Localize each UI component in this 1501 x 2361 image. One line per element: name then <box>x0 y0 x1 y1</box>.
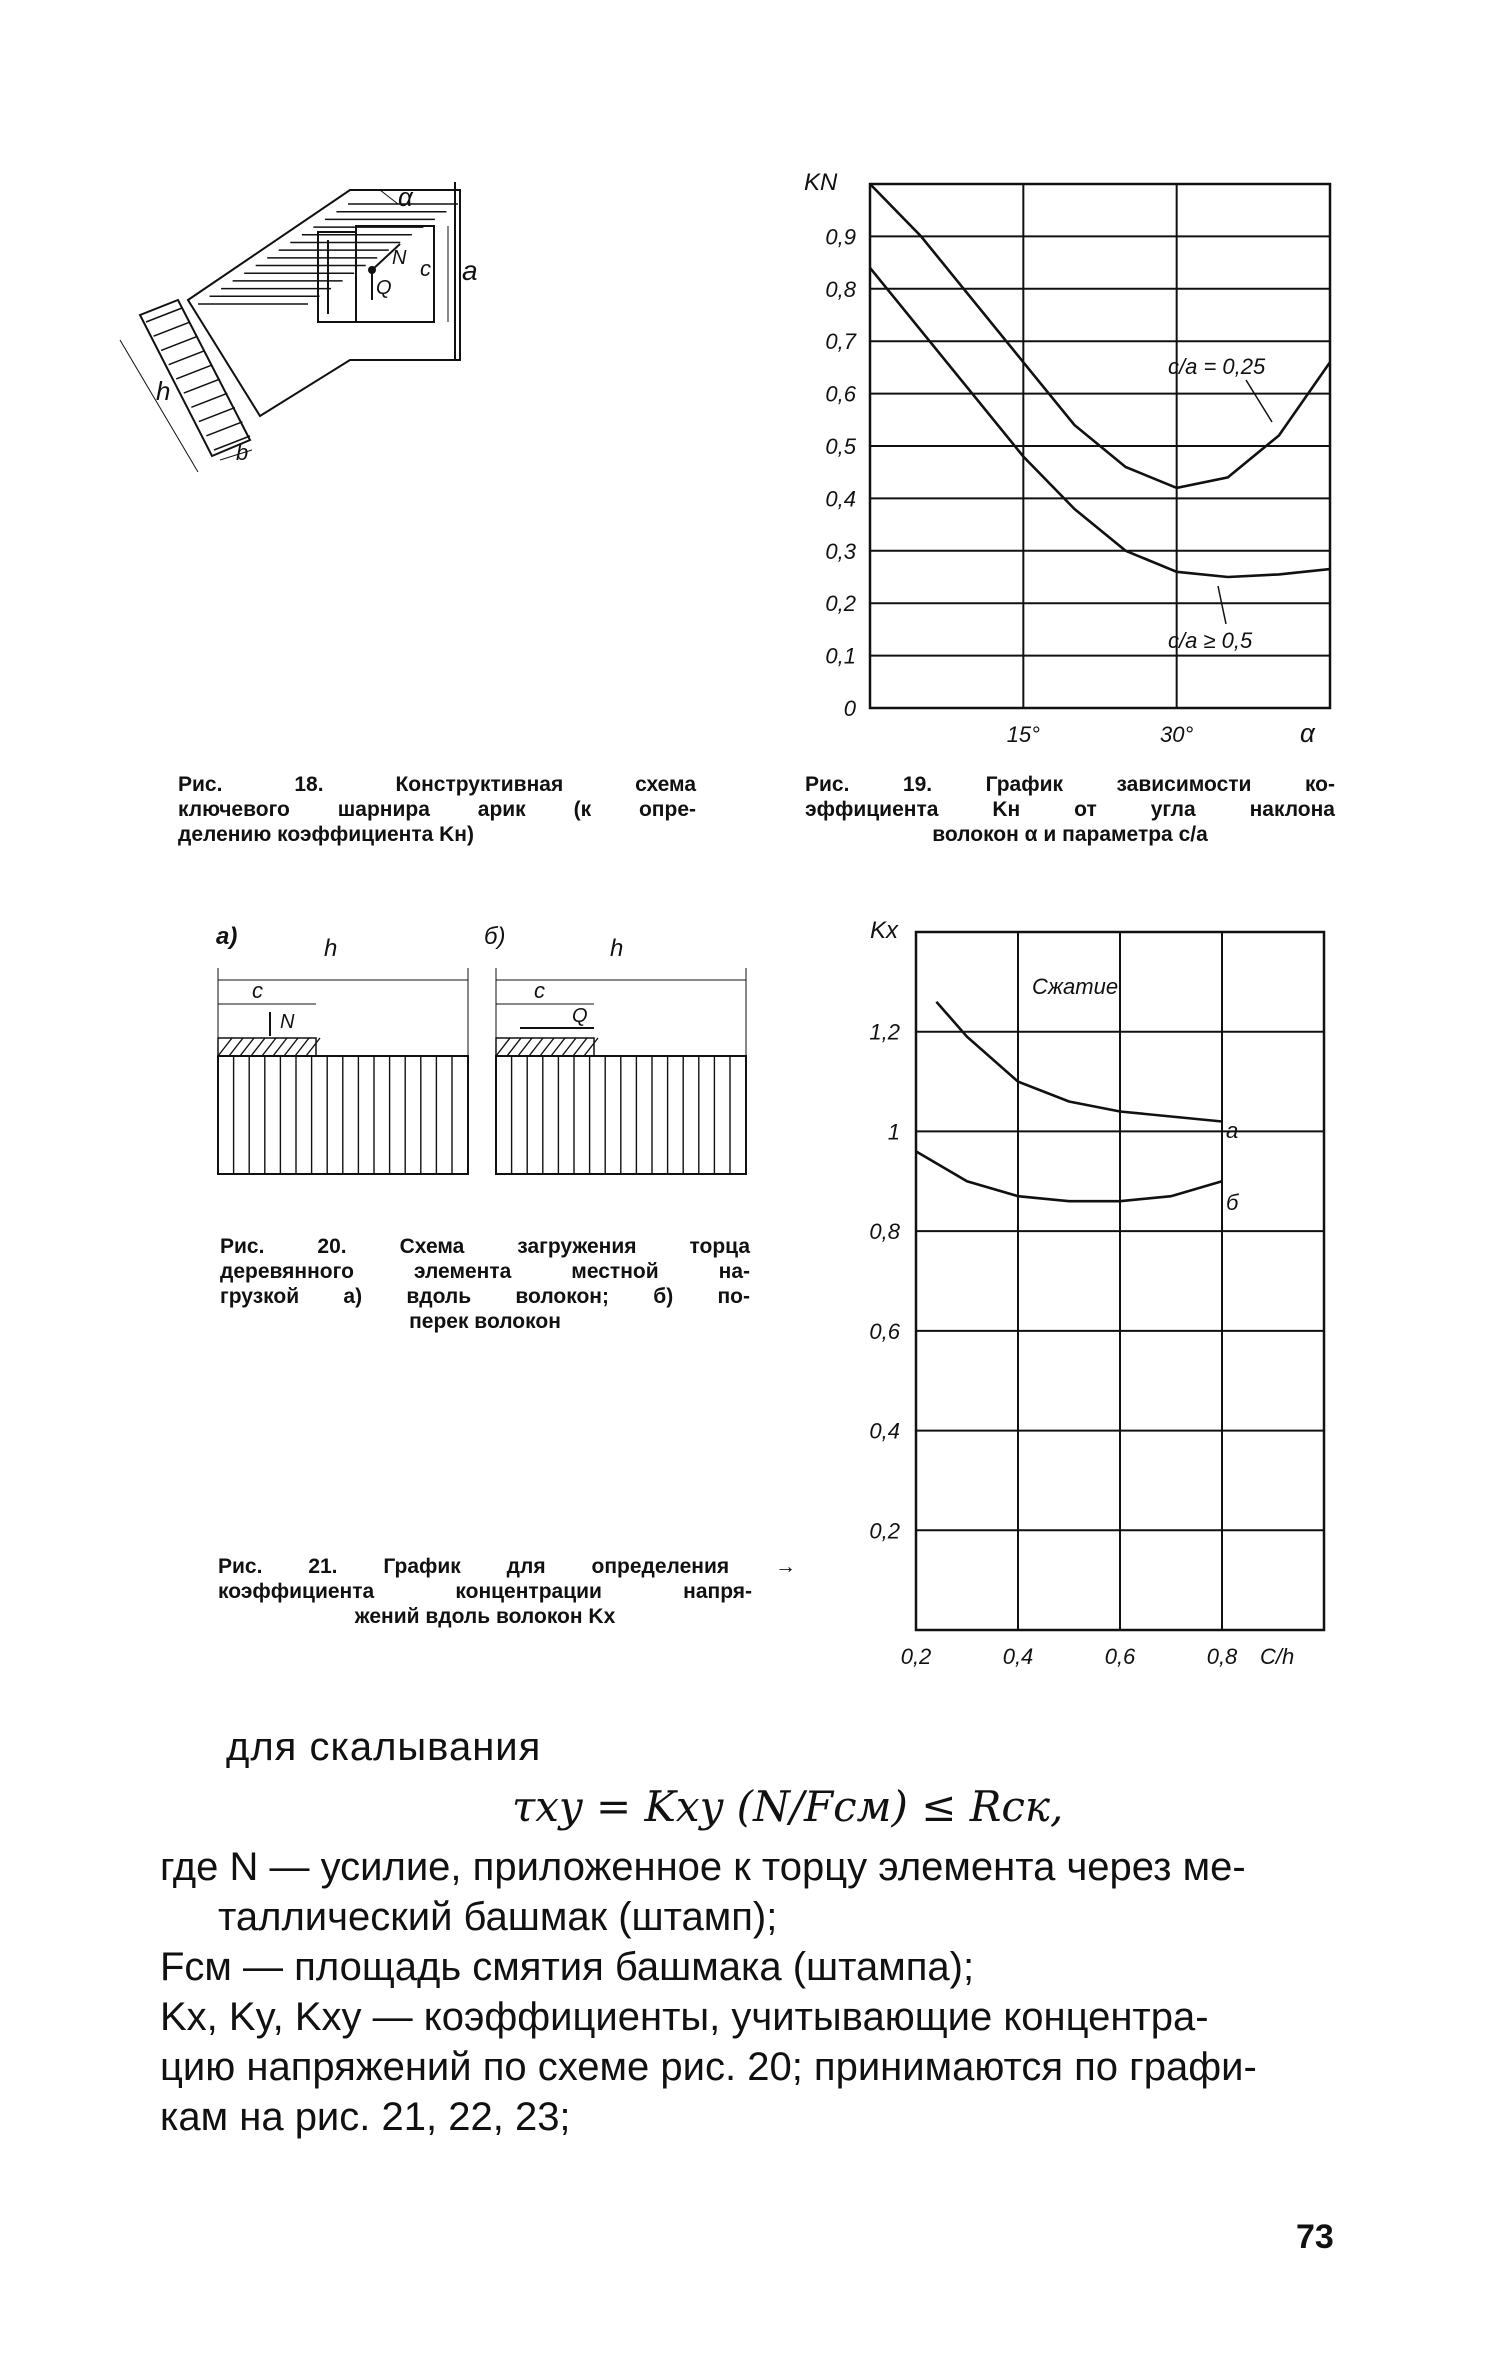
fig21-caption <box>218 1554 796 1629</box>
x-tick-label: 15° <box>1006 722 1040 747</box>
curve-label-2: c/a ≥ 0,5 <box>1168 628 1253 653</box>
fig20-shoe-hatch <box>306 1038 320 1056</box>
fig20-caption-line: Рис. 20. Схема загружения торца <box>220 1235 750 1258</box>
curve-label-a: a <box>1226 1118 1239 1143</box>
fig20-caption-line: перек волокон <box>409 1310 561 1333</box>
body-line-5: Kx, Ky, Kxy — коэффициенты, учитывающие концентра- <box>160 1995 1209 2039</box>
curve-leader-1 <box>1246 380 1272 422</box>
fig18-c-label: c <box>420 256 431 281</box>
fig20-b-label: б) <box>484 923 506 950</box>
x-tick-label: 0,2 <box>900 1644 932 1669</box>
series-line-2 <box>916 1151 1222 1201</box>
fig18-lower-fibre <box>154 322 190 336</box>
fig21-caption-line: жений вдоль волокон Kx <box>354 1605 616 1628</box>
fig20-shoe-hatch <box>540 1038 554 1056</box>
x-axis-label: α <box>1300 718 1315 748</box>
series-line-1 <box>870 184 1330 488</box>
fig18-lower-fibre <box>191 393 227 407</box>
fig20-shoe-hatch <box>518 1038 532 1056</box>
x-tick-label: 0,4 <box>1002 1644 1034 1669</box>
y-tick-label: 0,2 <box>825 591 856 617</box>
fig18-h-label: h <box>156 376 171 406</box>
fig19-caption-line: волокон α и параметра c/a <box>932 823 1208 846</box>
fig18-b-label: b <box>236 440 249 465</box>
x-axis-label: C/h <box>1260 1644 1295 1669</box>
chart-annotation: Сжатие <box>1032 974 1119 999</box>
fig18-caption-line: ключевого шарнира арик (к опре- <box>178 798 696 821</box>
fig20-caption-line: деревянного элемента местной на- <box>220 1260 750 1283</box>
fig19-caption-line: эффициента Kн от угла наклона <box>805 798 1335 821</box>
y-axis-label: Kx <box>870 917 899 944</box>
fig20-shoe-hatch <box>507 1038 521 1056</box>
series-line-1 <box>936 1002 1222 1122</box>
fig20-shoe-hatch <box>284 1038 298 1056</box>
fig20-shoe-hatch <box>573 1038 587 1056</box>
fig18-lower-fibre <box>199 408 235 422</box>
fig20-shoe-hatch <box>529 1038 543 1056</box>
fig20-caption <box>220 1234 750 1334</box>
fig18-caption-line: Рис. 18. Конструктивная схема <box>178 773 696 796</box>
fig18-diagram <box>100 160 480 480</box>
fig19-caption <box>805 772 1335 847</box>
curve-label-1: c/a = 0,25 <box>1168 354 1266 379</box>
fig20-shoe-hatch <box>251 1038 265 1056</box>
y-tick-label: 1 <box>887 1119 900 1145</box>
fig20-shoe-hatch <box>551 1038 565 1056</box>
fig20-c-label-b: c <box>534 978 545 1003</box>
fig20-diagram <box>200 920 760 1190</box>
fig18-alpha-label: α <box>398 182 413 212</box>
body-line-1: для скалывания <box>226 1725 542 1769</box>
body-line-3: таллический башмак (штамп); <box>218 1895 778 1939</box>
fig20-shoe-hatch <box>295 1038 309 1056</box>
fig19-chart <box>790 160 1350 760</box>
y-tick-label: 0,8 <box>825 276 856 302</box>
fig18-Q-label: Q <box>376 277 392 299</box>
fig20-shoe-hatch <box>240 1038 254 1056</box>
x-tick-label: 0,8 <box>1206 1644 1238 1669</box>
fig20-c-label-a: c <box>252 978 263 1003</box>
fig20-shoe-hatch <box>262 1038 276 1056</box>
fig20-a-label: a) <box>216 923 238 950</box>
body-line-2: где N — усилие, приложенное к торцу элемента через ме- <box>160 1845 1246 1889</box>
fig20-caption-line: грузкой a) вдоль волокон; б) по- <box>220 1285 750 1308</box>
fig18-lower-fibre <box>184 379 220 393</box>
fig21-caption-line: коэффициента концентрации напря- <box>218 1580 752 1603</box>
fig18-member-upper <box>188 190 460 416</box>
page-number: 73 <box>1296 2218 1334 2256</box>
fig20-shoe-hatch <box>496 1038 510 1056</box>
y-tick-label: 0,2 <box>869 1518 900 1544</box>
fig20-shoe-hatch <box>584 1038 598 1056</box>
y-tick-label: 0,4 <box>869 1418 900 1444</box>
y-tick-label: 0,4 <box>825 486 856 512</box>
fig18-lower-fibre <box>169 351 205 365</box>
fig21-chart <box>840 910 1360 1680</box>
body-line-4: Fсм — площадь смятия башмака (штампа); <box>160 1945 975 1989</box>
y-tick-label: 0,8 <box>869 1219 900 1245</box>
curve-leader-2 <box>1218 586 1226 624</box>
x-tick-label: 30° <box>1160 722 1194 747</box>
series-line-2 <box>870 268 1330 577</box>
y-tick-label: 0,1 <box>825 643 856 669</box>
fig20-shoe-hatch <box>562 1038 576 1056</box>
body-line-6: цию напряжений по схеме рис. 20; принимаются по графи- <box>160 2045 1257 2089</box>
fig20-shoe-hatch <box>273 1038 287 1056</box>
y-tick-label: 1,2 <box>869 1019 900 1045</box>
fig18-plate <box>318 232 356 322</box>
y-tick-label: 0,7 <box>825 329 856 355</box>
y-tick-label: 0 <box>843 696 856 721</box>
fig18-lower-fibre <box>176 365 212 379</box>
x-tick-label: 0,6 <box>1104 1644 1136 1669</box>
fig20-h-label-a: h <box>324 935 338 962</box>
fig20-shoe-hatch <box>229 1038 243 1056</box>
fig20-h-label-b: h <box>610 935 624 962</box>
formula: τxy = Kxy (N/Fсм) ≤ Rск, <box>512 1782 1064 1831</box>
y-tick-label: 0,3 <box>825 538 856 564</box>
y-tick-label: 0,6 <box>869 1318 900 1344</box>
y-axis-label: KN <box>804 169 838 196</box>
fig18-caption-line: делению коэффициента Kн) <box>178 823 474 846</box>
y-tick-label: 0,5 <box>825 434 856 459</box>
y-tick-label: 0,9 <box>825 224 856 250</box>
fig20-Q-label: Q <box>572 1005 588 1027</box>
body-line-7: кам на рис. 21, 22, 23; <box>160 2095 571 2139</box>
fig21-caption-line: Рис. 21. График для определения → <box>218 1555 796 1578</box>
fig18-caption <box>178 772 696 847</box>
fig20-N-label: N <box>280 1011 295 1033</box>
fig18-lower-fibre <box>161 336 197 350</box>
fig20-shoe-hatch <box>218 1038 232 1056</box>
fig18-a-label: a <box>462 255 478 286</box>
curve-label-b: б <box>1226 1190 1239 1215</box>
fig18-lower-fibre <box>206 422 242 436</box>
y-tick-label: 0,6 <box>825 381 856 407</box>
fig18-N-label: N <box>392 247 407 269</box>
fig19-caption-line: Рис. 19. График зависимости ко- <box>805 773 1335 796</box>
